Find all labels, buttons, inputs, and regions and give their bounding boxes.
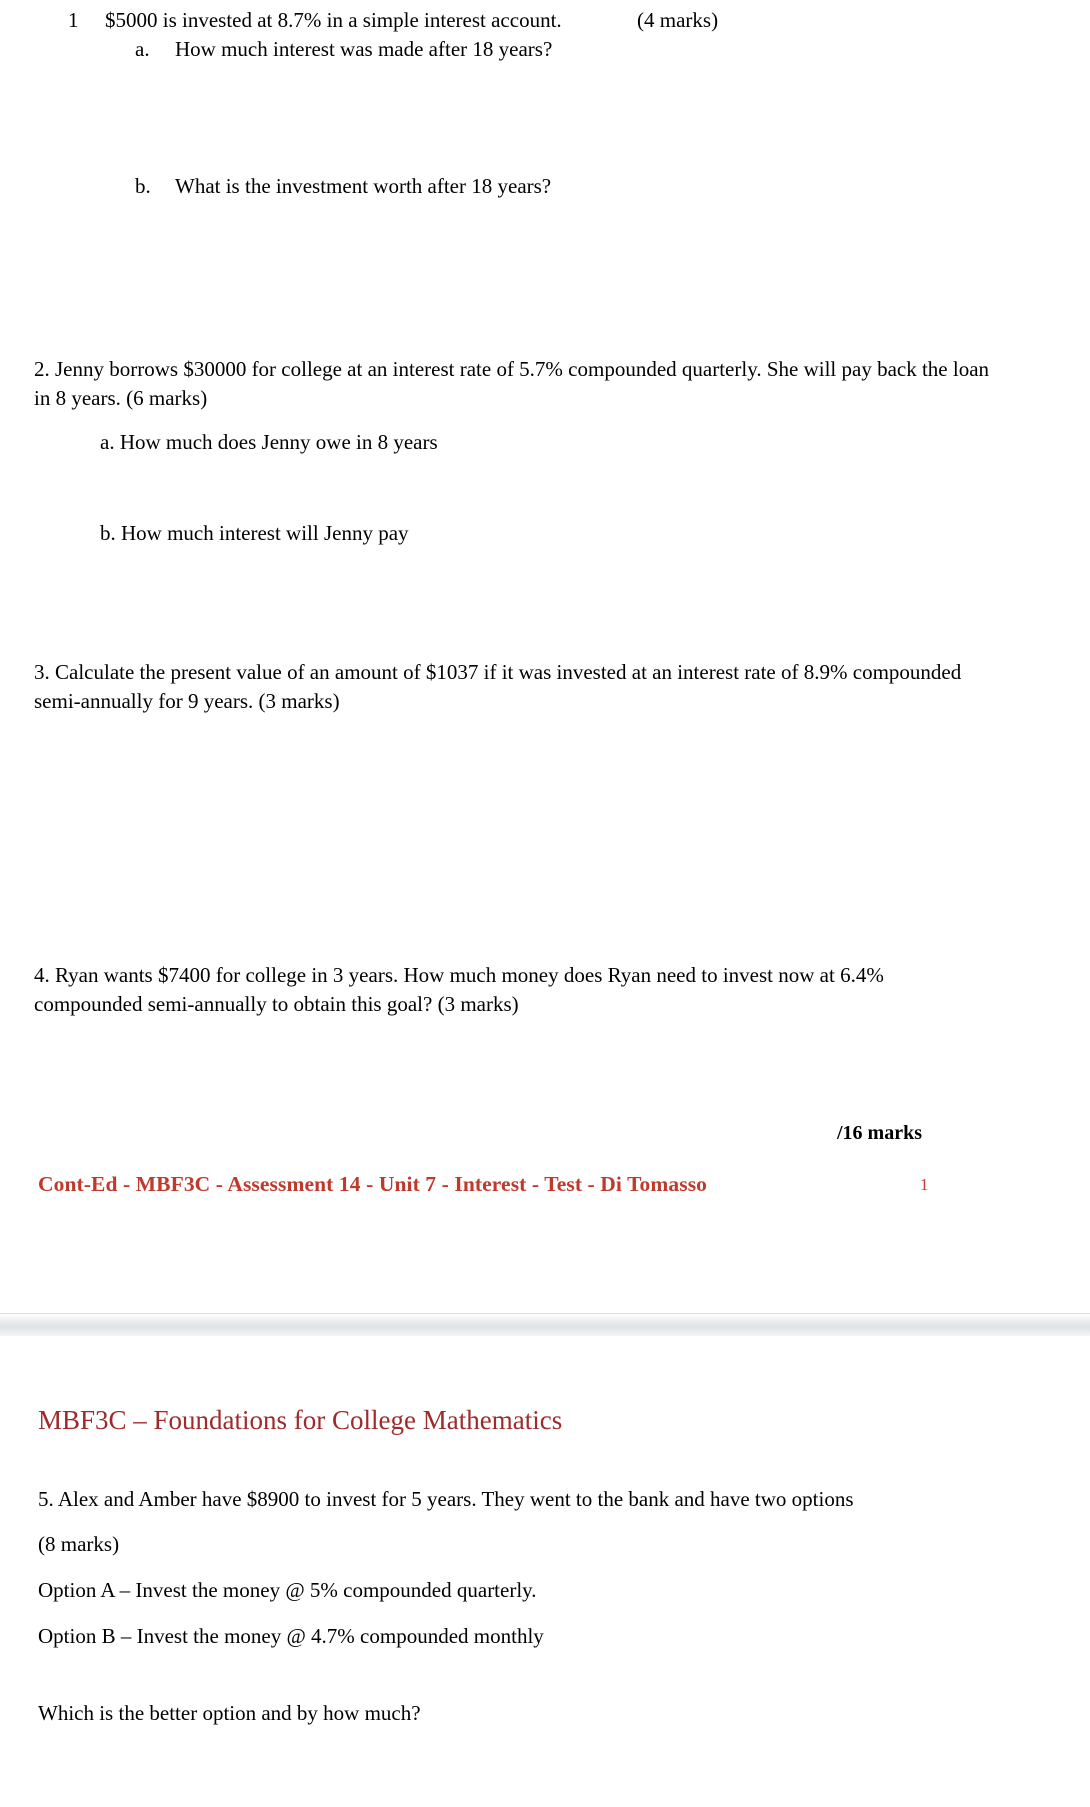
footer-page-number: 1 — [920, 1175, 929, 1194]
question-1-stem: $5000 is invested at 8.7% in a simple interest account. — [105, 8, 562, 32]
question-1-number: 1 — [68, 8, 79, 32]
question-1b-text: What is the investment worth after 18 years? — [175, 174, 552, 198]
question-1a-text: How much interest was made after 18 years? — [175, 37, 553, 61]
question-3-stem: 3. Calculate the present value of an amount of $1037 if it was invested at an interest rate of 8.9% compounded semi-annually for 9 years. (3 marks) — [34, 660, 962, 713]
question-2-stem: 2. Jenny borrows $30000 for college at an interest rate of 5.7% compounded quarterly. She will pay back the loan in 8 years. (6 marks) — [34, 357, 990, 410]
document-page-2 — [0, 1337, 1090, 1807]
question-2b-text: b. How much interest will Jenny pay — [100, 521, 409, 545]
question-1a-letter: a. — [135, 37, 150, 61]
total-marks: /16 marks — [837, 1122, 922, 1144]
question-5-option-b: Option B – Invest the money @ 4.7% compounded monthly — [38, 1624, 544, 1648]
question-5-closing-question: Which is the better option and by how much? — [38, 1701, 421, 1725]
page-title: MBF3C – Foundations for College Mathematics — [38, 1405, 563, 1435]
question-4-stem: 4. Ryan wants $7400 for college in 3 years. How much money does Ryan need to invest now at 6.4% compounded semi-annually to obtain this goal? (3 marks) — [34, 963, 884, 1016]
page-break-divider — [0, 1313, 1090, 1337]
question-1b-letter: b. — [135, 174, 151, 198]
question-2a-text: a. How much does Jenny owe in 8 years — [100, 430, 438, 454]
question-5-stem: 5. Alex and Amber have $8900 to invest for 5 years. They went to the bank and have two options — [38, 1487, 854, 1511]
question-1-marks: (4 marks) — [637, 8, 719, 32]
footer-title: Cont-Ed - MBF3C - Assessment 14 - Unit 7 - Interest - Test - Di Tomasso — [38, 1172, 708, 1196]
question-5-option-a: Option A – Invest the money @ 5% compounded quarterly. — [38, 1578, 537, 1602]
question-5-marks: (8 marks) — [38, 1532, 120, 1556]
